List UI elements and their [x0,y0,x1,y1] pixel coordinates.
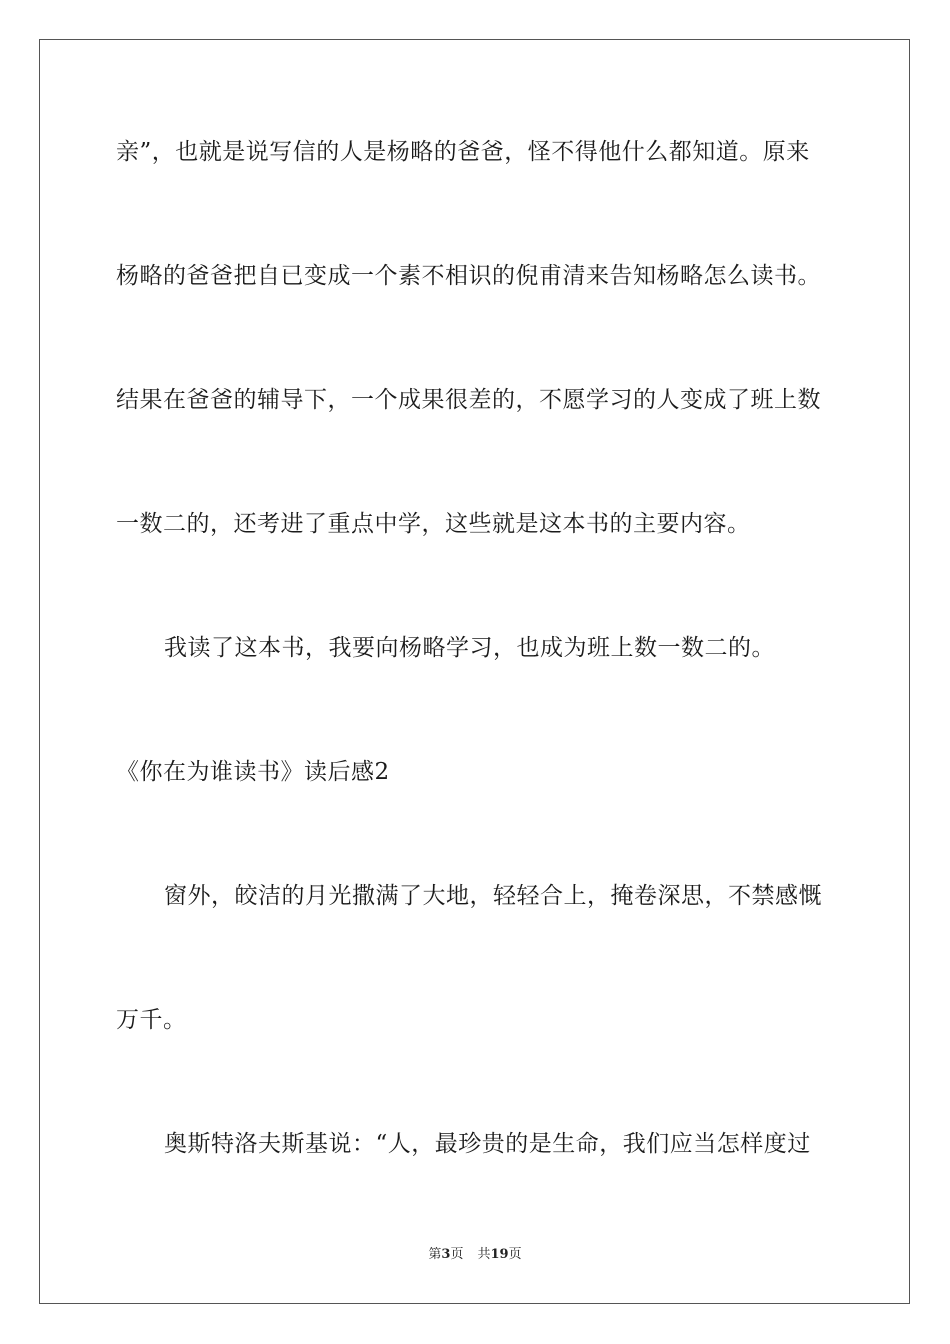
page-number: 3 [441,1247,451,1262]
page-suffix: 页 [450,1247,464,1262]
body-line-2: 杨略的爸爸把自已变成一个素不相识的倪甫清来告知杨略怎么读书。 [116,263,821,289]
total-suffix: 页 [508,1247,522,1262]
body-paragraph-2-end: 万千。 [116,1007,187,1033]
total-pages: 19 [490,1247,509,1262]
page-border [39,39,910,1304]
section-heading: 《你在为谁读书》读后感2 [116,759,390,785]
body-paragraph-3: 奥斯特洛夫斯基说：“人，最珍贵的是生命，我们应当怎样度过 [164,1131,811,1157]
page-prefix: 第 [428,1247,442,1262]
body-paragraph-2: 窗外，皎洁的月光撒满了大地，轻轻合上，掩卷深思，不禁感慨 [164,883,822,909]
total-prefix: 共 [477,1247,491,1262]
page-footer [0,1246,950,1264]
body-line-4: 一数二的，还考进了重点中学，这些就是这本书的主要内容。 [116,511,751,537]
body-line-3: 结果在爸爸的辅导下，一个成果很差的，不愿学习的人变成了班上数 [116,387,821,413]
body-paragraph-1: 我读了这本书，我要向杨略学习，也成为班上数一数二的。 [164,635,775,661]
body-line-1: 亲”，也就是说写信的人是杨略的爸爸，怪不得他什么都知道。原来 [116,139,810,165]
